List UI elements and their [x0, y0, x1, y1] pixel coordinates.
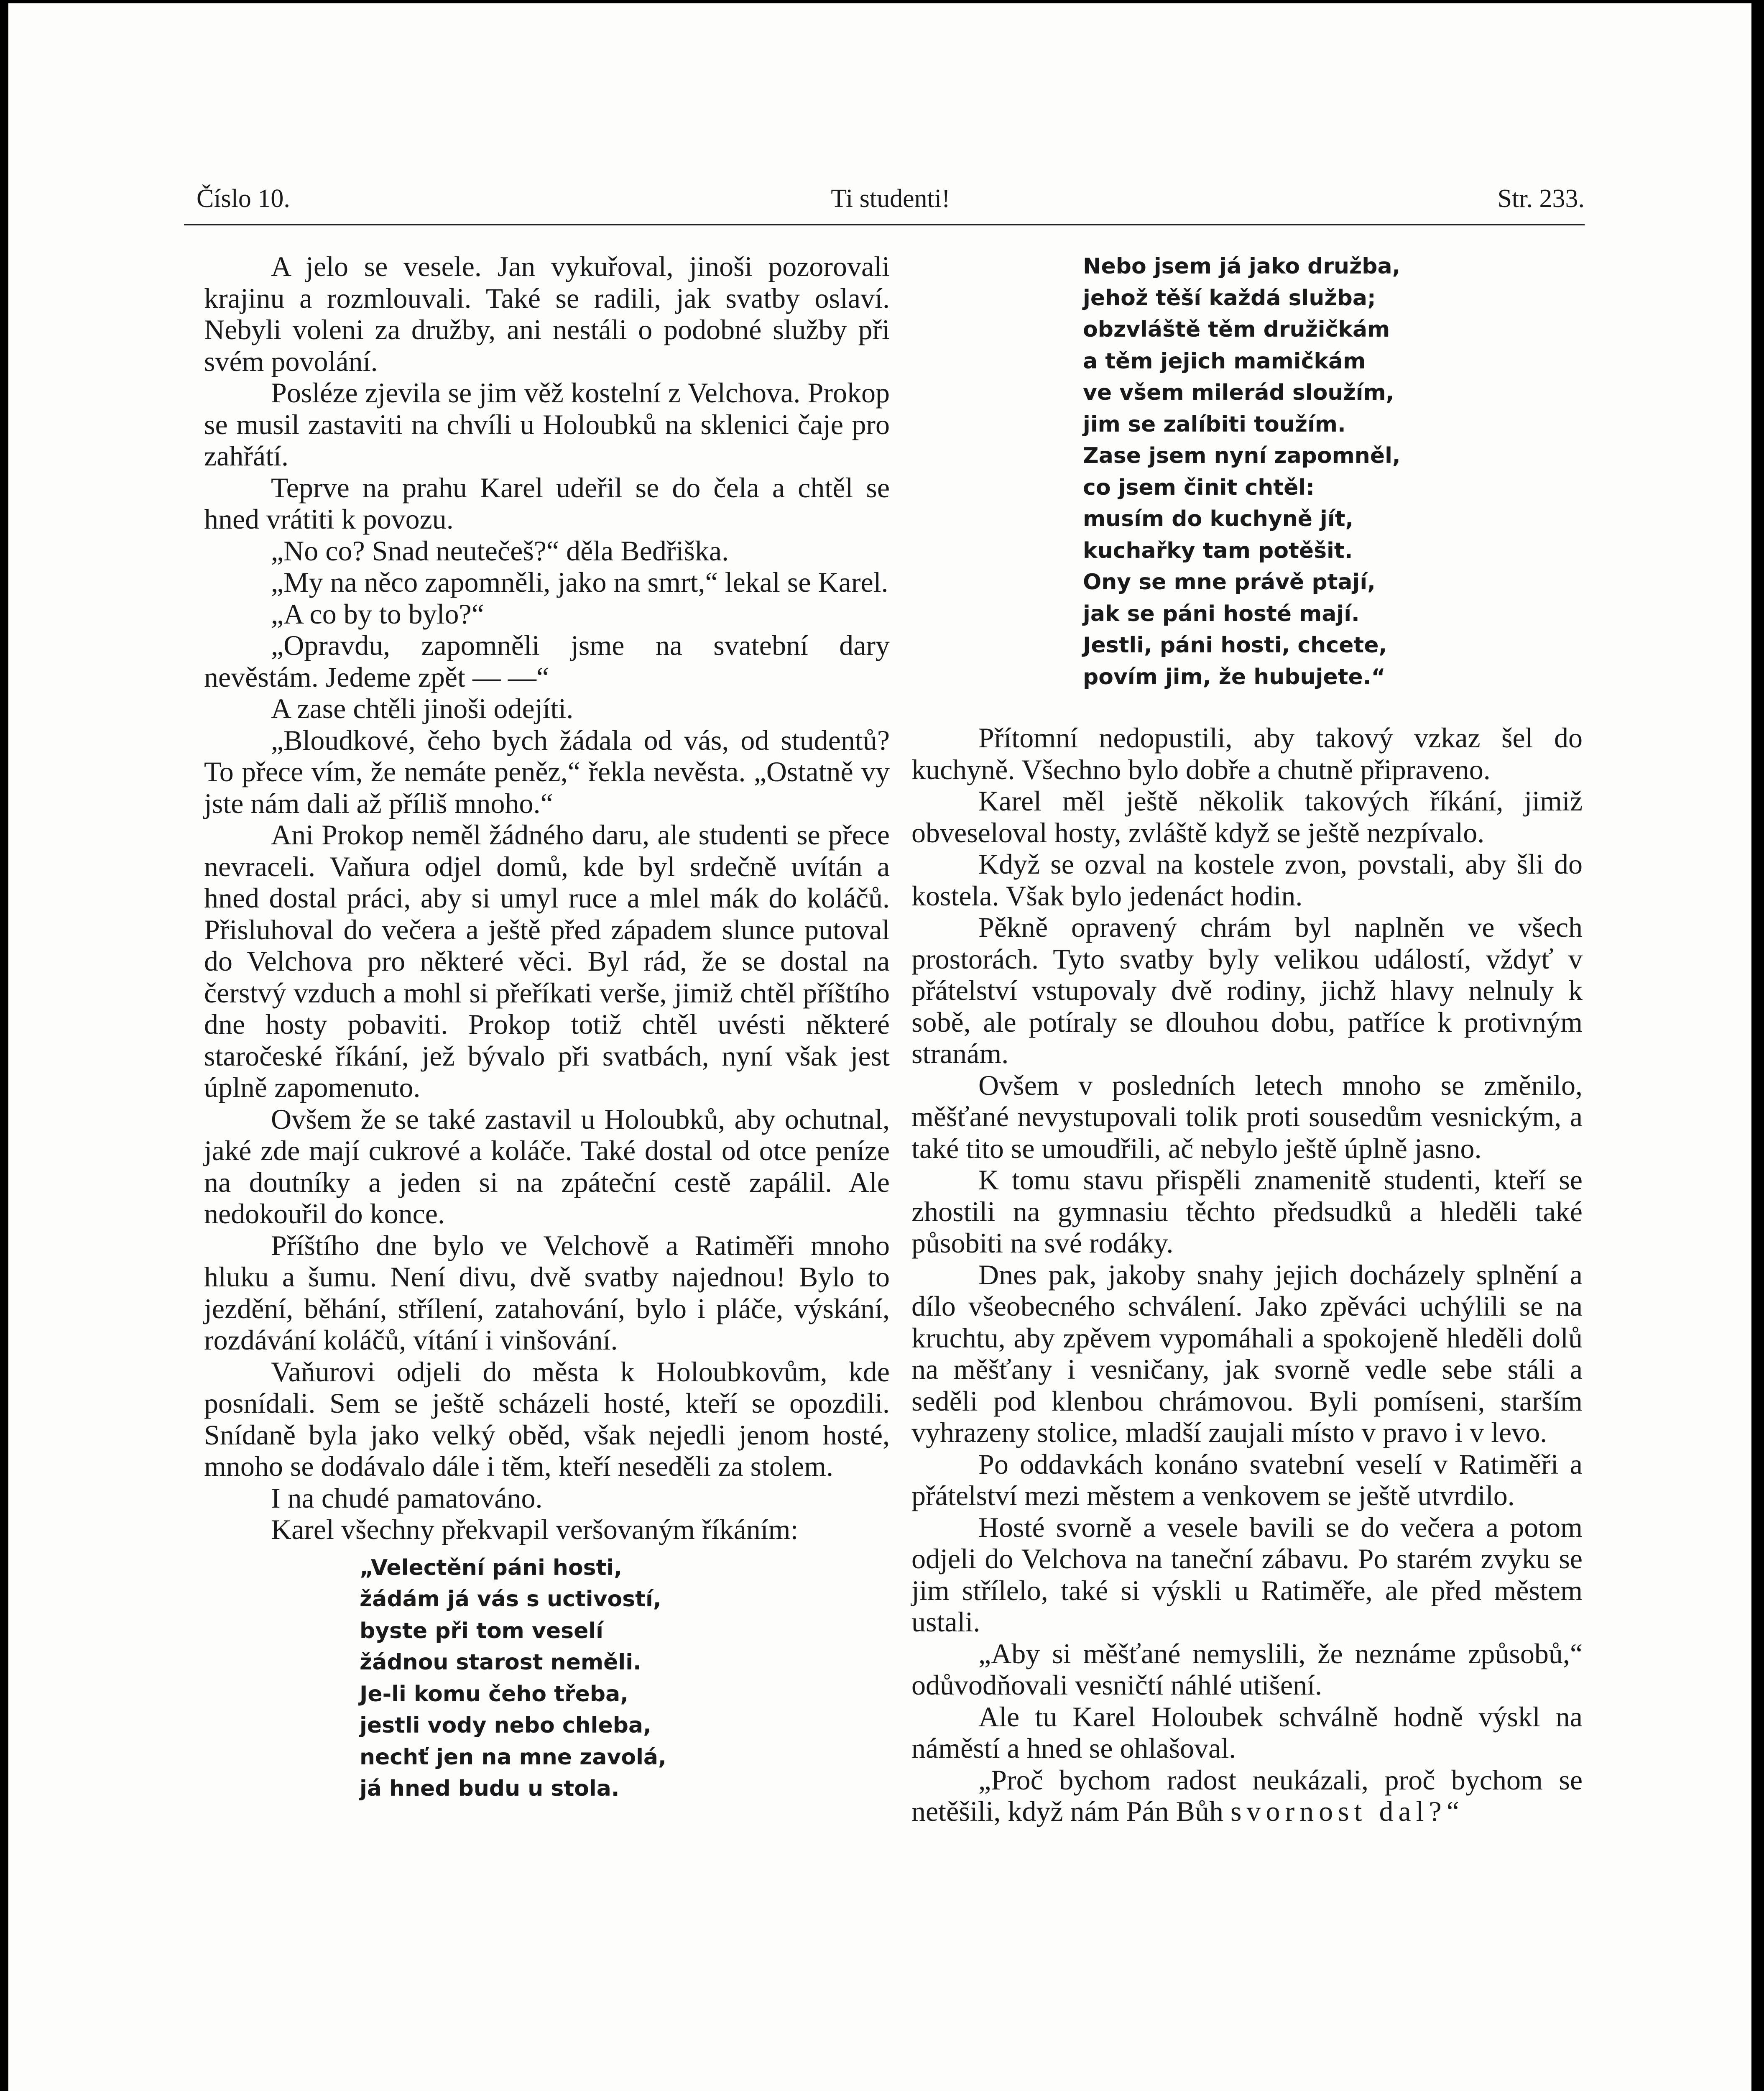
paragraph: A jelo se vesele. Jan vykuřoval, jinoši pozorovali krajinu a rozmlouvali. Také se radili, jak svatby oslaví. Nebyli voleni za družby, ani nestáli o podobné služby při svém povolání. — [204, 251, 890, 377]
closing-text: „Proč bychom radost neukázali, proč bychom se netěšili, když nám Pán Bůh — [911, 1764, 1583, 1827]
verse-line: co jsem činit chtěl: — [1083, 475, 1315, 500]
paragraph: Karel měl ještě několik takových říkání, jimiž obveseloval hosty, zvláště když se ještě nezpívalo. — [911, 785, 1583, 849]
paragraph: Dnes pak, jakoby snahy jejich docházely splnění a dílo všeobecného schválení. Jako zpěváci uchýlili se na kruchtu, aby zpěvem vypomáhali a spokojeně hleděli dolů na měšťany i vesničany, jak svorně vedle sebe stáli a seděli pod klenbou chrámovou. Byli pomíseni, starším vyhrazeny stolice, mladší zaujali místo v pravo i v levo. — [911, 1258, 1583, 1448]
paragraph: „No co? Snad neutečeš?“ děla Bedřiška. — [271, 534, 729, 567]
paragraph: I na chudé pamatováno. — [271, 1482, 543, 1514]
verse-line: Je-li komu čeho třeba, — [360, 1681, 628, 1707]
header-rule — [184, 224, 1585, 225]
paragraph: Ovšem v posledních letech mnoho se změnilo, měšťané nevystupovali tolik proti sousedům vesnickým, a také tito se umoudřili, ač nebylo ještě úplně jasno. — [911, 1069, 1583, 1164]
paragraph: Ovšem že se také zastavil u Holoubků, aby ochutnal, jaké zde mají cukrové a koláče. Také dostal od otce peníze na doutníky a jeden si na zpáteční cestě zapálil. Ale nedokouřil do konce. — [204, 1103, 890, 1230]
paragraph: Vaňurovi odjeli do města k Holoubkovům, kde posnídali. Sem se ještě scházeli hosté, kteří se opozdili. Snídaně byla jako velký oběd, však nejedli jenom hosté, mnoho se dodávalo dále i těm, kteří neseděli za stolem. — [204, 1355, 890, 1482]
verse-line: povím jim, že hubujete.“ — [1083, 664, 1386, 690]
closing-spaced-text: svornost dal?“ — [1230, 1795, 1464, 1827]
paragraph: Teprve na prahu Karel udeřil se do čela a chtěl se hned vrátiti k povozu. — [204, 471, 890, 535]
verse-line: jak se páni hosté mají. — [1083, 601, 1360, 626]
verse-stanza — [1083, 251, 1583, 693]
verse-line: žádnou starost neměli. — [360, 1650, 641, 1675]
left-column — [204, 251, 890, 1805]
verse-line: „Velectění páni hosti, — [360, 1555, 623, 1580]
verse-line: Nebo jsem já jako družba, — [1083, 254, 1401, 279]
paragraph: „Bloudkové, čeho bych žádala od vás, od studentů? To přece vím, že nemáte peněz,“ řekla nevěsta. „Ostatně vy jste nám dali až příliš mnoho.“ — [204, 724, 890, 819]
paragraph: „Aby si měšťané nemyslili, že neznáme způsobů,“ odůvodňovali vesničtí náhlé utišení. — [911, 1637, 1583, 1701]
verse-line: jestli vody nebo chleba, — [360, 1713, 651, 1738]
paragraph: Příštího dne bylo ve Velchově a Ratiměři mnoho hluku a šumu. Není divu, dvě svatby najednou! Bylo to jezdění, běhání, střílení, zatahování, bylo i pláče, výskání, rozdávání koláčů, vítání i vinšování. — [204, 1229, 890, 1356]
verse-line: jehož těší každá služba; — [1083, 285, 1376, 311]
verse-line: kuchařky tam potěšit. — [1083, 538, 1353, 563]
paragraph: Když se ozval na kostele zvon, povstali, aby šli do kostela. Však bylo jedenáct hodin. — [911, 848, 1583, 912]
paragraph: „My na něco zapomněli, jako na smrt,“ lekal se Karel. — [271, 566, 888, 598]
paragraph: Pěkně opravený chrám byl naplněn ve všech prostorách. Tyto svatby byly velikou událostí, vždyť v přátelství vstupovaly dvě rodiny, jichž hlavy nelnuly k sobě, ale potíraly se dlouhou dobu, patříce k protivným stranám. — [911, 911, 1583, 1069]
running-header — [197, 184, 1585, 222]
verse-line: Jestli, páni hosti, chcete, — [1083, 633, 1387, 658]
verse-line: Ony se mne právě ptají, — [1083, 570, 1376, 595]
paragraph: A zase chtěli jinoši odejíti. — [271, 693, 574, 724]
paragraph: Po oddavkách konáno svatební veselí v Ratiměři a přátelství mezi městem a venkovem se ještě utvrdilo. — [911, 1448, 1583, 1511]
verse-line: ve všem milerád sloužím, — [1083, 380, 1394, 405]
verse-line: musím do kuchyně jít, — [1083, 506, 1354, 532]
paragraph: Ale tu Karel Holoubek schválně hodně výskl na náměstí a hned se ohlašoval. — [911, 1700, 1583, 1764]
verse-stanza — [360, 1552, 890, 1805]
verse-line: jim se zalíbiti toužím. — [1083, 412, 1346, 437]
verse-line: Zase jsem nyní zapomněl, — [1083, 443, 1401, 468]
paragraph: Karel všechny překvapil veršovaným říkáním: — [271, 1513, 799, 1545]
verse-line: žádám já vás s uctivostí, — [360, 1587, 661, 1612]
paragraph: „A co by to bylo?“ — [271, 598, 484, 630]
paragraph: Posléze zjevila se jim věž kostelní z Velchova. Prokop se musil zastaviti na chvíli u Holoubků na sklenici čaje pro zahřátí. — [204, 377, 890, 472]
paragraph: K tomu stavu přispěli znamenitě studenti, kteří se zhostili na gymnasiu těchto předsudků a hleděli také působiti na své rodáky. — [911, 1164, 1583, 1259]
scan-edge-right — [1751, 0, 1764, 2091]
verse-line: byste při tom veselí — [360, 1618, 603, 1644]
paragraph: Přítomní nedopustili, aby takový vzkaz šel do kuchyně. Všechno bylo dobře a chutně připraveno. — [911, 722, 1583, 785]
paragraph: Hosté svorně a vesele bavili se do večera a potom odjeli do Velchova na taneční zábavu. Po starém zvyku se jim střílelo, také si výskli u Ratiměře, ale před městem ustali. — [911, 1511, 1583, 1638]
right-column — [911, 251, 1583, 1828]
verse-line: já hned budu u stola. — [360, 1776, 620, 1801]
paragraph: „Opravdu, zapomněli jsme na svatební dary nevěstám. Jedeme zpět — —“ — [204, 629, 890, 693]
closing-paragraph — [911, 1764, 1583, 1828]
verse-line: a těm jejich mamičkám — [1083, 348, 1366, 374]
issue-number: Číslo 10. — [197, 184, 290, 213]
journal-title: Ti studenti! — [831, 184, 950, 213]
scan-edge-left — [0, 0, 8, 2091]
paragraph: Ani Prokop neměl žádného daru, ale studenti se přece nevraceli. Vaňura odjel domů, kde byl srdečně uvítán a hned dostal práci, aby si umyl ruce a mlel mák do koláčů. Přisluhoval do večera a ještě před západem slunce putoval do Velchova pro některé věci. Byl rád, že se dostal na čerstvý vzduch a mohl si přeříkati verše, jimiž chtěl příštího dne hosty pobaviti. Prokop totiž chtěl uvésti některé staročeské říkání, jež bývalo při svatbách, nyní však jest úplně zapomenuto. — [204, 819, 890, 1103]
page-number: Str. 233. — [1497, 184, 1585, 213]
scan-edge-top — [0, 0, 1764, 3]
verse-line: obzvláště těm družičkám — [1083, 317, 1390, 342]
verse-line: nechť jen na mne zavolá, — [360, 1744, 666, 1770]
